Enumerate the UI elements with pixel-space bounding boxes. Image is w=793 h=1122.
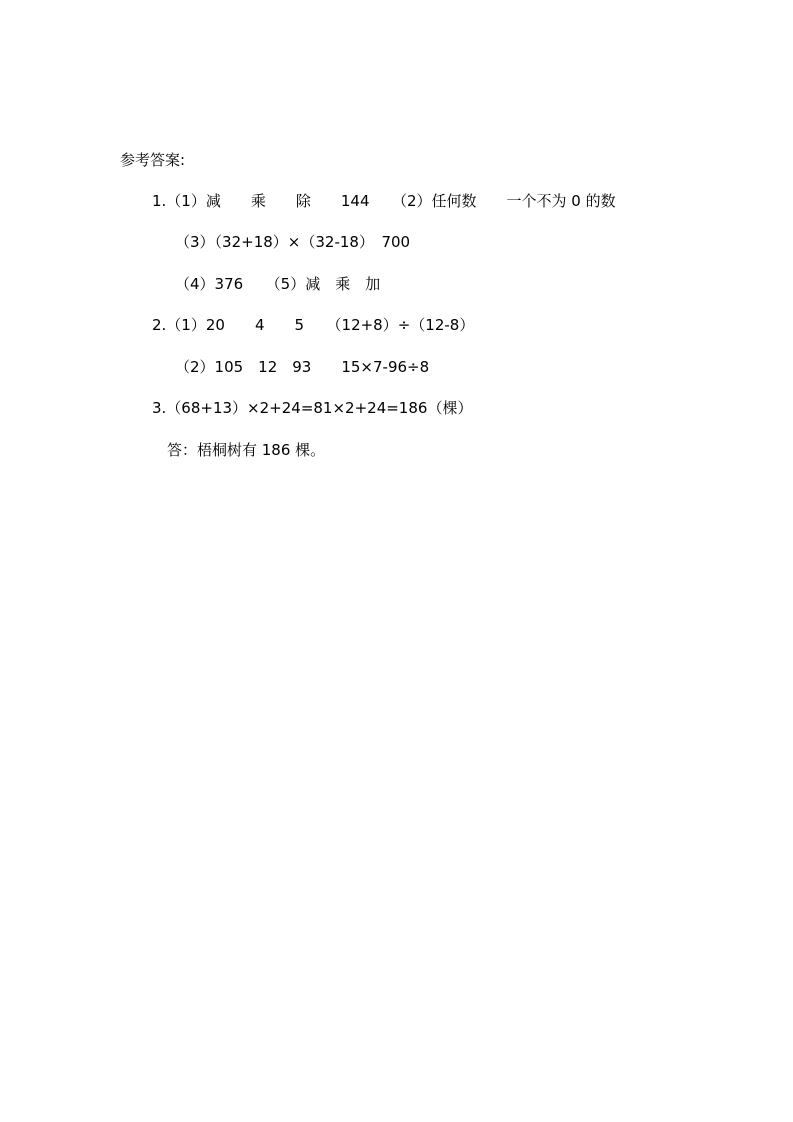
answer-line-2-1: 2.（1）20 4 5 （12+8）÷（12-8） [152,316,475,334]
answer-line-3-statement: 答：梧桐树有 186 棵。 [167,441,326,459]
answer-line-1-1: 1.（1）减 乘 除 144 （2）任何数 一个不为 0 的数 [152,192,616,210]
answer-line-2-2: （2）105 12 93 15×7-96÷8 [175,358,430,376]
answer-line-1-4: （4）376 （5）减 乘 加 [175,275,381,293]
answer-line-3-equation: 3.（68+13）×2+24=81×2+24=186（棵） [152,399,473,417]
answer-line-1-3: （3）（32+18）×（32-18） 700 [175,233,411,251]
answer-key-title: 参考答案: [120,151,186,169]
